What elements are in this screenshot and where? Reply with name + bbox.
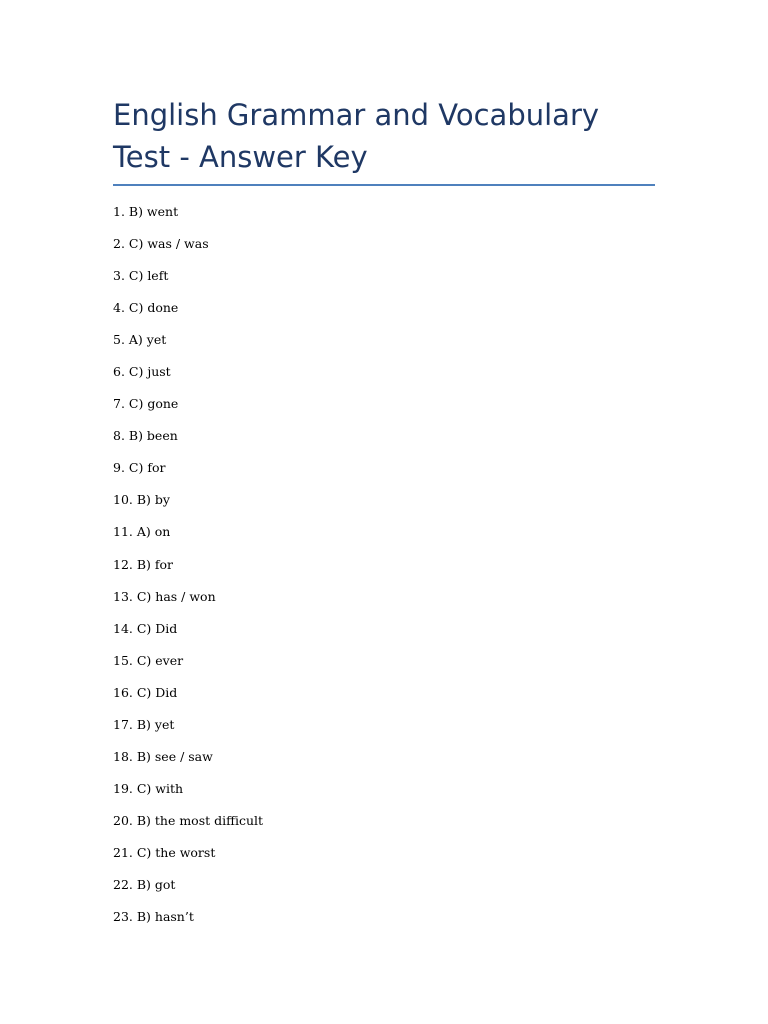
answer-item: 2. C) was / was (113, 236, 209, 252)
answer-list (113, 204, 655, 941)
answer-item: 15. C) ever (113, 652, 184, 668)
answer-item: 10. B) by (113, 492, 170, 508)
answer-item: 14. C) Did (113, 620, 178, 636)
answer-item: 4. C) done (113, 300, 179, 316)
answer-item: 3. C) left (113, 268, 169, 284)
title-underline (113, 184, 655, 186)
answer-item: 5. A) yet (113, 332, 167, 348)
answer-item: 22. B) got (113, 876, 176, 892)
answer-item: 9. C) for (113, 460, 166, 476)
answer-item: 6. C) just (113, 364, 171, 380)
answer-item: 23. B) hasn’t (113, 909, 194, 925)
answer-item: 1. B) went (113, 204, 179, 219)
answer-item: 18. B) see / saw (113, 748, 213, 764)
answer-item: 17. B) yet (113, 716, 175, 732)
answer-item: 13. C) has / won (113, 588, 216, 604)
answer-item: 7. C) gone (113, 396, 179, 412)
answer-item: 19. C) with (113, 780, 184, 796)
answer-item: 20. B) the most difficult (113, 812, 264, 828)
answer-item: 8. B) been (113, 428, 178, 444)
answer-item: 11. A) on (113, 524, 171, 540)
document-title: English Grammar and Vocabulary Test - Answer Key (113, 98, 600, 174)
answer-item: 16. C) Did (113, 684, 178, 700)
answer-item: 21. C) the worst (113, 844, 216, 860)
answer-item: 12. B) for (113, 556, 174, 572)
document-page (113, 94, 655, 941)
